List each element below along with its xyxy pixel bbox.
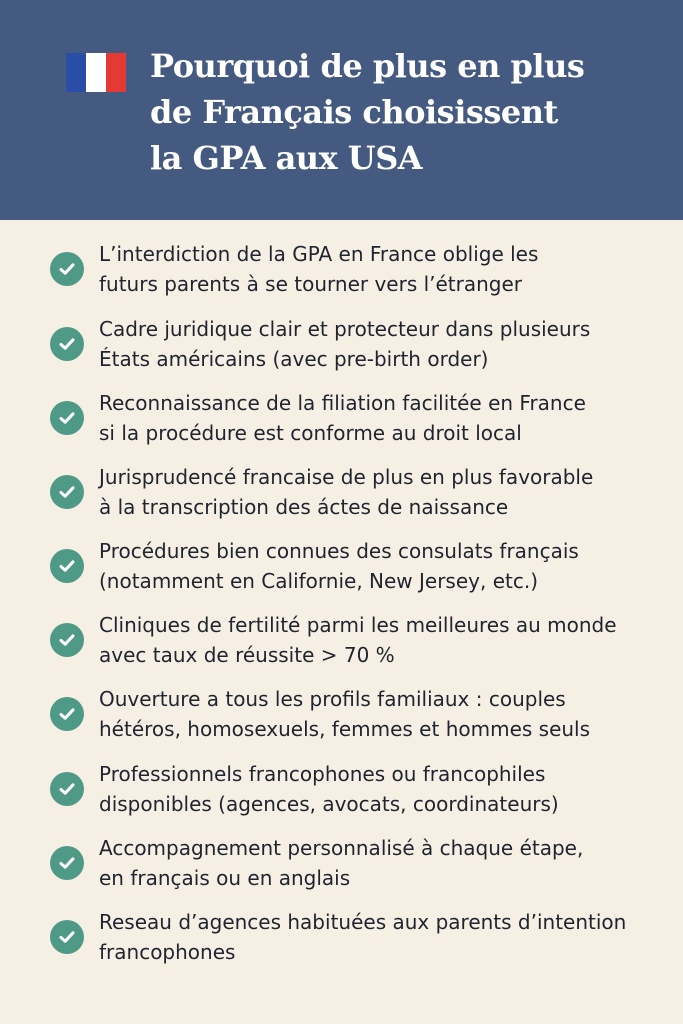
list-item-line: Cliniques de fertilité parmi les meilleures au monde	[99, 613, 617, 637]
list-item-line: (notamment en Californie, New Jersey, etc.)	[99, 569, 539, 593]
list-item-line: en français ou en anglais	[99, 866, 351, 890]
list-item	[0, 233, 683, 303]
flag-stripe-red	[106, 53, 126, 92]
list-item	[0, 530, 683, 600]
list-item-line: Jurisprudencé francaise de plus en plus favorable	[99, 465, 594, 489]
check-circle-icon	[50, 401, 84, 435]
check-circle-icon	[50, 623, 84, 657]
check-circle-icon	[50, 549, 84, 583]
list-item-text	[99, 759, 664, 819]
flag-stripe-white	[86, 53, 106, 92]
list-item	[0, 456, 683, 526]
list-item-text	[99, 462, 664, 522]
check-circle-icon	[50, 252, 84, 286]
list-item-text	[99, 833, 664, 893]
check-circle-icon	[50, 920, 84, 954]
list-item-line: disponibles (agences, avocats, coordinateurs)	[99, 792, 559, 816]
list-item-line: Cadre juridique clair et protecteur dans plusieurs	[99, 317, 591, 341]
list-item-line: futurs parents à se tourner vers l’étranger	[99, 272, 523, 296]
list-item-text	[99, 907, 664, 967]
list-item-text	[99, 388, 664, 448]
list-item-line: L’interdiction de la GPA en France oblige les	[99, 242, 539, 266]
list-item-text	[99, 684, 664, 744]
check-circle-icon	[50, 475, 84, 509]
title-line-2: de Français choisissent	[150, 93, 558, 131]
list-item-line: hétéros, homosexuels, femmes et hommes seuls	[99, 717, 591, 741]
page-title	[150, 43, 650, 181]
check-circle-icon	[50, 327, 84, 361]
list-item-text	[99, 610, 664, 670]
list-item-line: Accompagnement personnalisé à chaque étape,	[99, 836, 584, 860]
page-header	[0, 0, 683, 220]
check-circle-icon	[50, 697, 84, 731]
list-item-line: États américains (avec pre-birth order)	[99, 347, 489, 371]
list-item-line: Reseau d’agences habituées aux parents d’intention	[99, 910, 627, 934]
list-item-line: francophones	[99, 940, 236, 964]
list-item-line: si la procédure est conforme au droit local	[99, 421, 522, 445]
title-line-3: la GPA aux USA	[150, 139, 423, 177]
list-item	[0, 827, 683, 897]
list-item-line: avec taux de réussite > 70 %	[99, 643, 395, 667]
list-item	[0, 678, 683, 748]
list-item	[0, 382, 683, 452]
list-item	[0, 604, 683, 674]
list-item-line: Procédures bien connues des consulats français	[99, 539, 579, 563]
list-item	[0, 901, 683, 971]
list-item-text	[99, 239, 664, 299]
list-item	[0, 308, 683, 378]
france-flag-icon	[66, 53, 126, 92]
list-item-line: Reconnaissance de la filiation facilitée en France	[99, 391, 586, 415]
list-item-text	[99, 536, 664, 596]
list-item-line: à la transcription des áctes de naissance	[99, 495, 509, 519]
list-item-line: Ouverture a tous les profils familiaux : couples	[99, 687, 566, 711]
flag-stripe-blue	[66, 53, 86, 92]
list-item-line: Professionnels francophones ou francophiles	[99, 762, 546, 786]
check-circle-icon	[50, 772, 84, 806]
list-item	[0, 753, 683, 823]
check-circle-icon	[50, 846, 84, 880]
title-line-1: Pourquoi de plus en plus	[150, 47, 585, 85]
list-item-text	[99, 314, 664, 374]
